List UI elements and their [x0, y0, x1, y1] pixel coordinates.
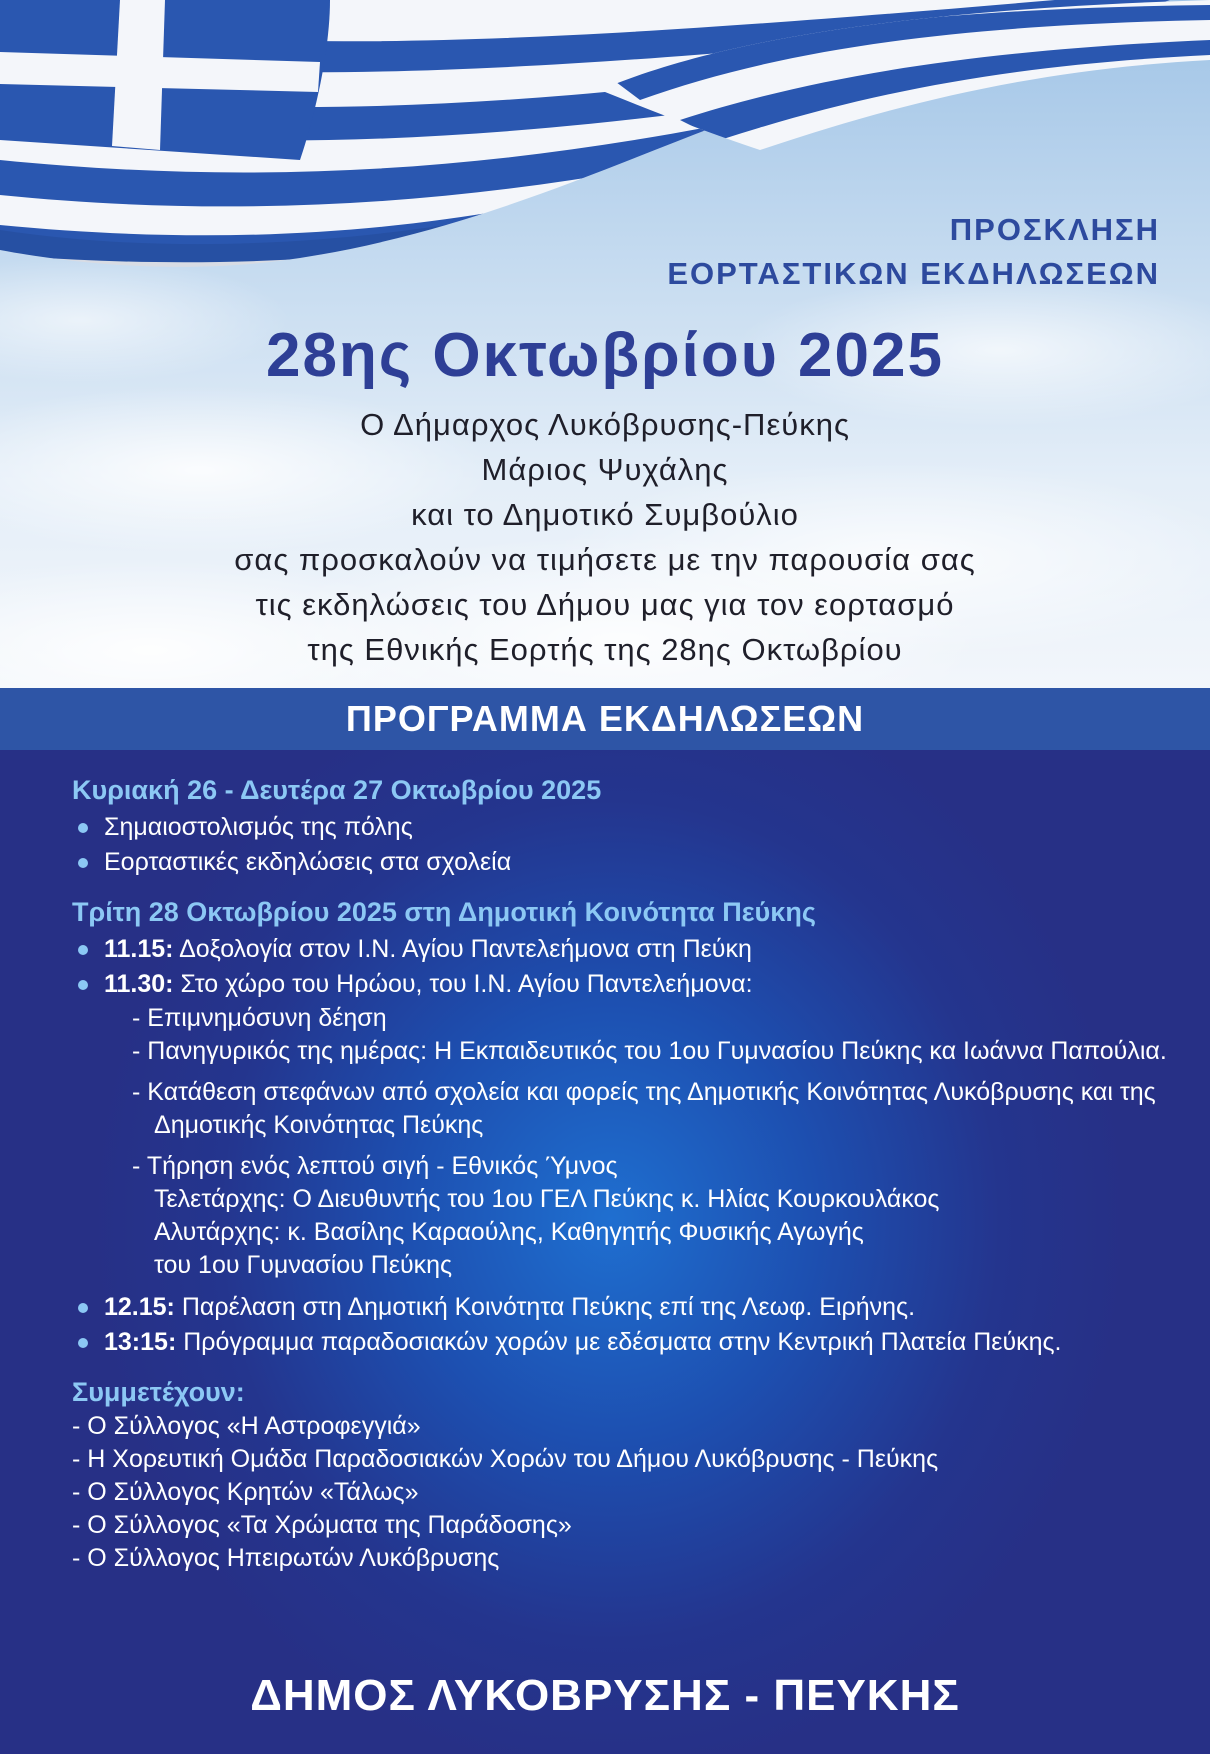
municipality-footer: ΔΗΜΟΣ ΛΥΚΟΒΡΥΣΗΣ - ΠΕΥΚΗΣ [250, 1671, 960, 1720]
day2-list [72, 932, 1182, 1360]
list-item [72, 845, 1182, 880]
program-section [0, 750, 1210, 1754]
invite-line-2: ΕΟΡΤΑΣΤΙΚΩΝ ΕΚΔΗΛΩΣΕΩΝ [667, 256, 1160, 291]
participant-item: - Ο Σύλλογος «Τα Χρώματα της Παράδοσης» [72, 1511, 572, 1539]
intro-line: και το Δημοτικό Συμβούλιο [411, 497, 799, 532]
day1-heading: Κυριακή 26 - Δευτέρα 27 Οκτωβρίου 2025 [72, 775, 602, 805]
intro-line: τις εκδηλώσεις του Δήμου μας για τον εορτασμό [255, 587, 955, 622]
participant-item: - Η Χορευτική Ομάδα Παραδοσιακών Χορών του Δήμου Λυκόβρυσης - Πεύκης [72, 1445, 939, 1473]
sub-item: - Πανηγυρικός της ημέρας: Η Εκπαιδευτικός του 1ου Γυμνασίου Πεύκης κα Ιωάννα Παπούλια. [132, 1037, 1167, 1065]
bullet-icon [78, 823, 88, 833]
item-time: 11.30: [104, 970, 174, 998]
item-text: Στο χώρο του Ηρώου, του Ι.Ν. Αγίου Παντελεήμονα: [173, 970, 753, 998]
item-text: Παρέλαση στη Δημοτική Κοινότητα Πεύκης επί της Λεωφ. Ειρήνης. [174, 1293, 916, 1321]
bullet-icon [78, 1338, 88, 1348]
sub-note: Τελετάρχης: Ο Διευθυντής του 1ου ΓΕΛ Πεύκης κ. Ηλίας Κουρκουλάκος [154, 1185, 940, 1213]
participant-item: - Ο Σύλλογος Ηπειρωτών Λυκόβρυσης [72, 1544, 500, 1572]
list-item [72, 1290, 1182, 1325]
ceremony-sublist [104, 1002, 1182, 1282]
intro-line: της Εθνικής Εορτής της 28ης Οκτωβρίου [307, 632, 903, 667]
sub-item: - Επιμνημόσυνη δέηση [132, 1004, 387, 1032]
invite-line-1: ΠΡΟΣΚΛΗΣΗ [949, 212, 1160, 247]
invitation-heading [667, 208, 1160, 296]
item-text: Εορταστικές εκδηλώσεις στα σχολεία [104, 848, 512, 876]
program-title-band: ΠΡΟΓΡΑΜΜΑ ΕΚΔΗΛΩΣΕΩΝ [0, 688, 1210, 750]
participant-item: - Ο Σύλλογος «Η Αστροφεγγιά» [72, 1412, 421, 1440]
item-text: Σημαιοστολισμός της πόλης [104, 813, 413, 841]
intro-text [0, 402, 1210, 672]
list-item [72, 932, 1182, 967]
item-time: 11.15: [104, 935, 174, 963]
list-item [72, 967, 1182, 1282]
bullet-icon [78, 1303, 88, 1313]
participants-heading: Συμμετέχουν: [72, 1377, 245, 1407]
item-text: Πρόγραμμα παραδοσιακών χορών με εδέσματα στην Κεντρική Πλατεία Πεύκης. [176, 1328, 1062, 1356]
bullet-icon [78, 858, 88, 868]
sub-item: - Τήρηση ενός λεπτού σιγή - Εθνικός Ύμνος [132, 1152, 618, 1180]
item-text: Δοξολογία στον Ι.Ν. Αγίου Παντελεήμονα στη Πεύκη [173, 935, 752, 963]
item-time: 13:15: [104, 1328, 177, 1356]
bullet-icon [78, 980, 88, 990]
sub-item: - Κατάθεση στεφάνων από σχολεία και φορείς της Δημοτικής Κοινότητας Λυκόβρυσης και της Δημοτικής Κοινότητας Πεύκης [132, 1078, 1156, 1139]
intro-line: σας προσκαλούν να τιμήσετε με την παρουσία σας [234, 542, 976, 577]
program-content [72, 772, 1182, 1575]
item-time: 12.15: [104, 1293, 175, 1321]
list-item [72, 810, 1182, 845]
intro-line: Μάριος Ψυχάλης [481, 452, 729, 487]
participants-list [72, 1410, 1182, 1575]
day2-heading: Τρίτη 28 Οκτωβρίου 2025 στη Δημοτική Κοινότητα Πεύκης [72, 897, 816, 927]
sky-header [0, 0, 1210, 688]
participant-item: - Ο Σύλλογος Κρητών «Τάλως» [72, 1478, 419, 1506]
bullet-icon [78, 945, 88, 955]
sub-note: Αλυτάρχης: κ. Βασίλης Καραούλης, Καθηγητής Φυσικής Αγωγής [154, 1218, 864, 1246]
intro-line: Ο Δήμαρχος Λυκόβρυσης-Πεύκης [360, 407, 850, 442]
day1-list [72, 810, 1182, 880]
sub-note: του 1ου Γυμνασίου Πεύκης [154, 1251, 453, 1279]
date-title: 28ης Οκτωβρίου 2025 [266, 321, 944, 390]
list-item [72, 1325, 1182, 1360]
